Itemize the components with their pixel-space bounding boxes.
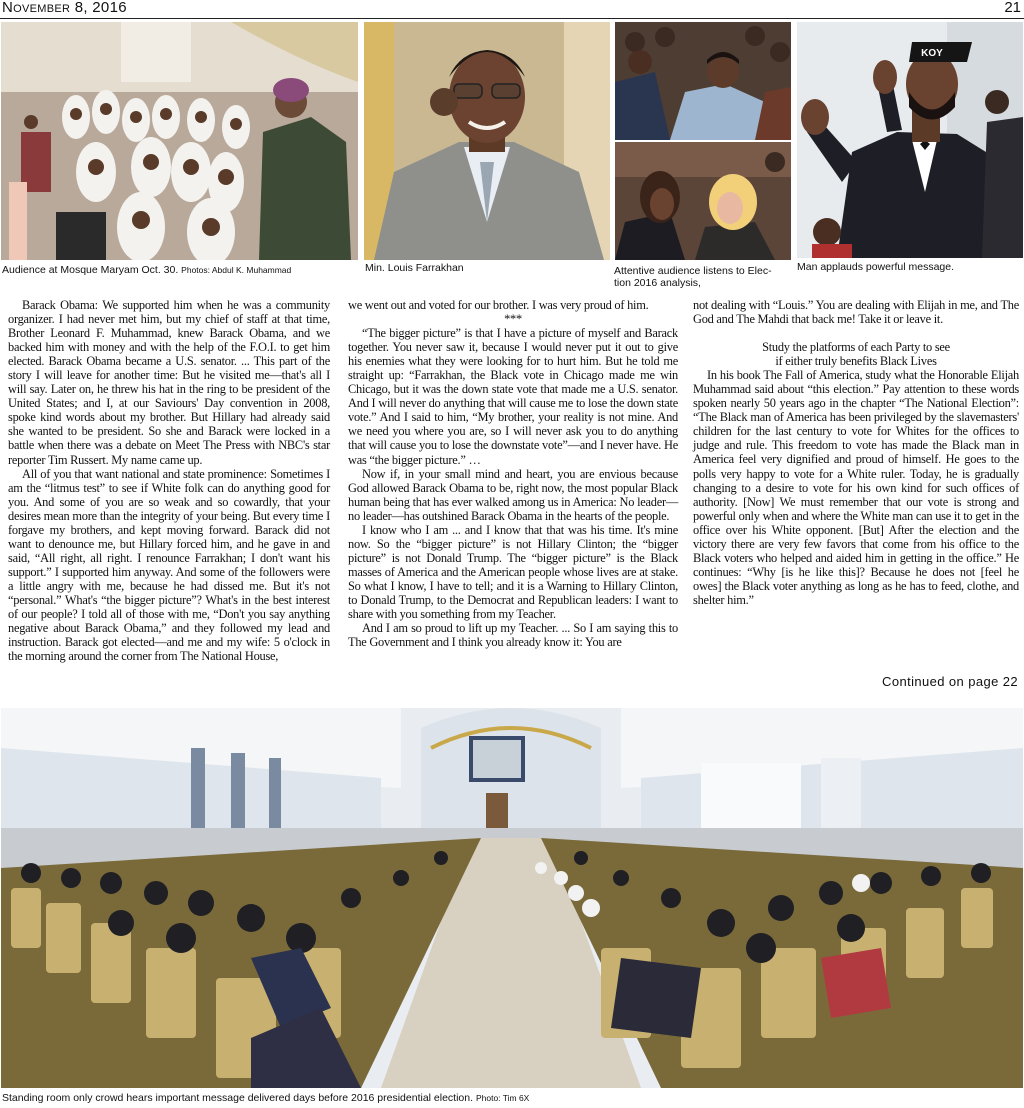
- page-number: 21: [1004, 0, 1021, 16]
- mosque-hall-caption: [2, 1092, 529, 1104]
- caption-text: Audience at Mosque Maryam Oct. 30.: [2, 264, 179, 276]
- article-column-1: [8, 298, 330, 663]
- paragraph: In his book The Fall of America, study what the Honorable Elijah Muhammad said about “this election.” Pay attention to these words spoken nearly 50 years ago in the chapter “The National Election”: “The Black man of America has been privileged by the slavemasters' children for the last century to vote for Whites for the offices to judge and rule. This freedom to vote has made the Black man in America feel very dignified and proud of himself. He goes to the polls very happy to vote for a White ruler. Today, he is gradually changing to a desire to vote for his own kind for such offices of authority. [Now] We must remember that our vote is strong and powerful only when and where the White man can use it to get in the office over his White opponent. [But] After the election and the victory there are very few favors that come from his office to the Black voters who helped and aided him in getting in the office.” He continues: “Why [is he like this]? Because he does not [feel he owes] the Black voter anything as long as he has to feed, clothe, and shelter him.”: [693, 368, 1019, 607]
- paragraph: “The bigger picture” is that I have a picture of myself and Barack together. You never saw it, because I would never put it out to give his enemies what they were looking for to hurt him. But he told me straight up: “Farrakhan, the Black vote in Chicago made me win Chicago, but it was the down state vote that made me a U.S. senator. And I will never do anything that will cause me to lose the down state vote.” And I said to him, “My brother, your reality is not mine. And we need you where you are, so I will never ask you to do anything that will cause you to lose the downstate vote”—and I never have. He was “the bigger picture.” …: [348, 326, 678, 467]
- farrakhan-photo: [364, 22, 610, 260]
- paragraph: I know who I am ... and I know that that was his time. It's mine now. So the “bigger picture” is not Hillary Clinton; the “bigger picture” is not Donald Trump. The “bigger picture” is the Black masses of America and the American people whose lives are at stake. So what I know, I have to tell; and it is a Warning to Hillary Clinton, to Donald Trump, to the Democrat and Republican leaders: I want to share with you something from my Teacher.: [348, 522, 678, 622]
- article-column-3: [693, 298, 1019, 607]
- continued-notice: Continued on page 22: [882, 674, 1018, 689]
- subhead-line-1: Study the platforms of each Party to see: [762, 340, 950, 355]
- paragraph: not dealing with “Louis.” You are dealing with Elijah in me, and The God and The Mahdi that back me! Take it or leave it.: [693, 298, 1019, 327]
- caption-line-2: tion 2016 analysis,: [614, 277, 701, 289]
- man-applauds-photo: [797, 22, 1023, 258]
- paragraph: Now if, in your small mind and heart, you are envious because God allowed Barack Obama to be, right now, the most popular Black human being that has ever walked among us in America: No leader—no leader—has outshined Barack Obama in the hearts of the people.: [348, 466, 678, 523]
- caption-text: Min. Louis Farrakhan: [365, 262, 464, 274]
- mosque-hall-photo: [1, 708, 1023, 1088]
- attentive-audience-photo-bottom: [615, 142, 791, 260]
- audience-mosque-caption: [2, 264, 291, 276]
- paragraph: we went out and voted for our brother. I was very proud of him.: [348, 298, 649, 312]
- attentive-audience-photo-top: [615, 22, 791, 140]
- subhead-line-2: if either truly benefits Black Lives: [775, 354, 937, 369]
- section-divider: ***: [504, 312, 522, 327]
- caption-text: Standing room only crowd hears important message delivered days before 2016 presidential election.: [2, 1092, 474, 1104]
- audience-mosque-photo: [1, 22, 358, 260]
- page-header: [0, 0, 1024, 19]
- photo-credit: Photo: Tim 6X: [475, 1093, 530, 1103]
- issue-date: November 8, 2016: [2, 0, 127, 16]
- caption-text: Man applauds powerful message.: [797, 261, 955, 273]
- caption-line-1: Attentive audience listens to Elec-: [614, 265, 772, 277]
- farrakhan-caption: [365, 262, 464, 274]
- hat-text: KOY: [921, 48, 943, 59]
- photo-credit: Photos: Abdul K. Muhammad: [181, 265, 292, 275]
- man-applauds-caption: [797, 261, 954, 273]
- paragraph: Barack Obama: We supported him when he was a community organizer. I had never met him, but my chief of staff at that time, Brother Leonard F. Muhammad, knew Barack Obama, and we backed him with money and with the help of the F.O.I. to get him elected. Barack Obama became a U.S. senator. ... This part of the story I will leave for another time: But he visited me—that's all I will say. Later on, he threw his hat in the ring to be president of the United States; and I, at our Saviours' Day convention in 2008, spoke kind words about my brother. But Hillary had already said she wanted to be president. So she and Barack were locked in a battle when there was a debate on Meet The Press with NBC's star reporter Tim Russert. My name came up.: [8, 298, 330, 467]
- paragraph: All of you that want national and state prominence: Sometimes I am the “litmus test” to see if White folk can do anything good for you. And some of you are so weak and so cowardly, that your desires mean more than the integrity of your being. But every time I forgave my brothers, and kept moving forward. Barack did not want to denounce me, but Hillary forced him, and he gave in and said, “All right, all right. I renounce Farrakhan; I don't want his support.” I supported him anyway. And some of the followers were a little angry with me, because he had dissed me. But it's not “personal.” What's “the bigger picture”? What's in the best interest of our people? I told all of those with me, “Don't you say anything negative about Barack Obama,” and they followed my lead and instruction. Barack got elected—and me and my wife: 5 o'clock in the morning around the corner from The National House,: [8, 466, 330, 664]
- article-column-2: [348, 298, 678, 649]
- paragraph: And I am so proud to lift up my Teacher. ... So I am saying this to The Government and I think you already know it: You are: [348, 621, 678, 650]
- attentive-caption: [614, 265, 772, 289]
